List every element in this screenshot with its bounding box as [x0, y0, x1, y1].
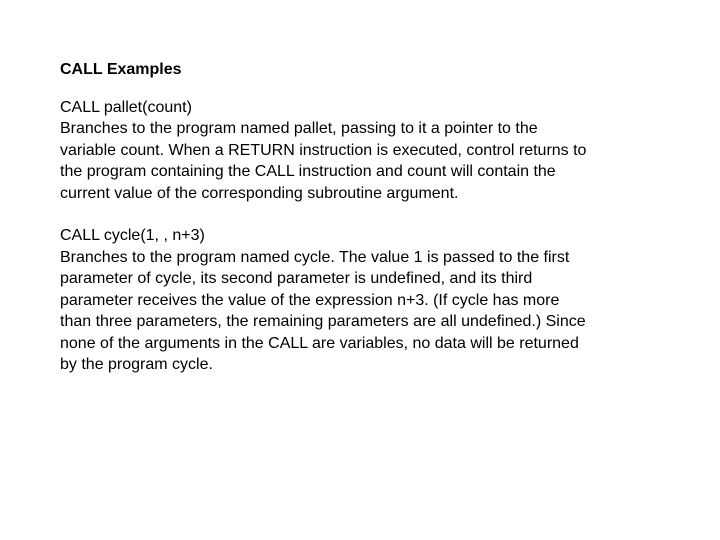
example-description-line: Branches to the program named cycle. The value 1 is passed to the first: [60, 248, 570, 266]
example-syntax: CALL cycle(1, , n+3): [60, 227, 205, 244]
example-description-line: none of the arguments in the CALL are variables, no data will be returned: [60, 334, 579, 352]
example-block-cycle: [60, 225, 660, 376]
slide-content: [60, 59, 660, 397]
example-syntax: CALL pallet(count): [60, 98, 192, 116]
example-block-pallet: [60, 97, 660, 205]
example-description-line: Branches to the program named pallet, passing to it a pointer to the: [60, 120, 538, 137]
slide-title: CALL Examples: [60, 61, 182, 78]
example-description-line: current value of the corresponding subroutine argument.: [60, 184, 459, 202]
example-description-line: by the program cycle.: [60, 356, 213, 373]
example-description-line: parameter of cycle, its second parameter is undefined, and its third: [60, 270, 533, 287]
example-description-line: the program containing the CALL instruction and count will contain the: [60, 163, 556, 180]
example-description-line: than three parameters, the remaining parameters are all undefined.) Since: [60, 313, 586, 330]
example-description-line: variable count. When a RETURN instruction is executed, control returns to: [60, 141, 587, 159]
example-description-line: parameter receives the value of the expression n+3. (If cycle has more: [60, 291, 560, 309]
